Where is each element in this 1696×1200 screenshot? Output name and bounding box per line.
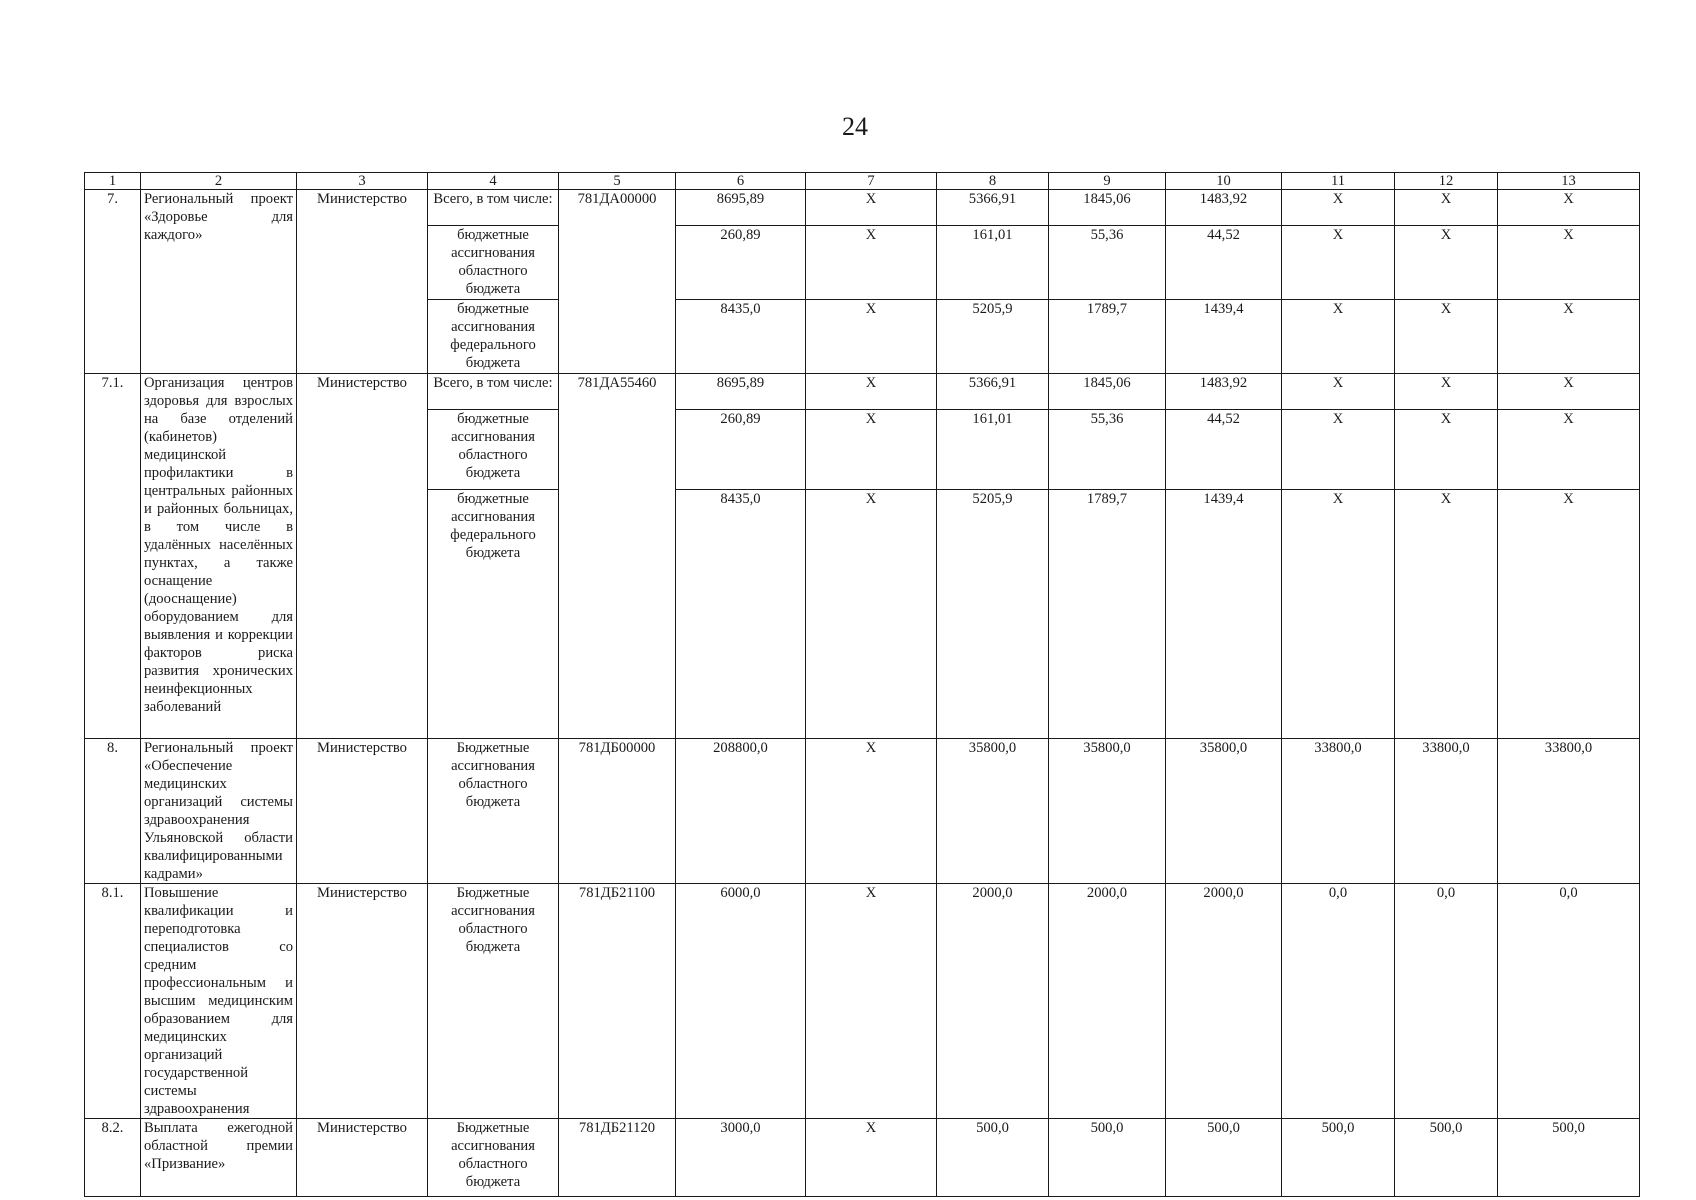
funding-source: бюджетные ассигнования федерального бюджета [428, 300, 559, 374]
amount-cell: 1845,06 [1049, 374, 1166, 410]
item-name: Выплата ежегодной областной премии «Призвание» [141, 1119, 297, 1197]
amount-cell: 1483,92 [1166, 190, 1282, 226]
column-header: 2 [141, 173, 297, 190]
amount-cell: X [806, 374, 937, 410]
amount-cell: 5205,9 [937, 300, 1049, 374]
amount-cell: X [1498, 300, 1640, 374]
amount-cell: 33800,0 [1395, 739, 1498, 884]
amount-cell: 3000,0 [676, 1119, 806, 1197]
amount-cell: 260,89 [676, 410, 806, 490]
funding-source: Бюджетные ассигнования областного бюджета [428, 739, 559, 884]
amount-cell: X [1282, 300, 1395, 374]
amount-cell: 1789,7 [1049, 490, 1166, 739]
amount-cell: X [1498, 410, 1640, 490]
column-header: 8 [937, 173, 1049, 190]
amount-cell: 208800,0 [676, 739, 806, 884]
funding-source: бюджетные ассигнования областного бюджета [428, 410, 559, 490]
amount-cell: 5205,9 [937, 490, 1049, 739]
amount-cell: 1439,4 [1166, 300, 1282, 374]
amount-cell: X [1282, 410, 1395, 490]
amount-cell: X [806, 1119, 937, 1197]
amount-cell: 33800,0 [1282, 739, 1395, 884]
amount-cell: 500,0 [1166, 1119, 1282, 1197]
amount-cell: 2000,0 [937, 884, 1049, 1119]
amount-cell: 0,0 [1498, 884, 1640, 1119]
page-number: 24 [842, 112, 868, 141]
table-row [85, 190, 1640, 226]
column-header: 7 [806, 173, 937, 190]
amount-cell: X [1395, 226, 1498, 300]
amount-cell: 35800,0 [1166, 739, 1282, 884]
amount-cell: 500,0 [1282, 1119, 1395, 1197]
amount-cell: X [1498, 374, 1640, 410]
budget-code: 781ДБ21100 [559, 884, 676, 1119]
amount-cell: 5366,91 [937, 374, 1049, 410]
amount-cell: X [806, 410, 937, 490]
amount-cell: X [1395, 490, 1498, 739]
amount-cell: X [806, 190, 937, 226]
responsible-org: Министерство [297, 374, 428, 739]
amount-cell: X [1395, 374, 1498, 410]
funding-source: Всего, в том числе: [428, 190, 559, 226]
table-row [85, 1119, 1640, 1197]
amount-cell: 55,36 [1049, 410, 1166, 490]
responsible-org: Министерство [297, 190, 428, 374]
budget-code: 781ДА00000 [559, 190, 676, 374]
amount-cell: X [1282, 226, 1395, 300]
amount-cell: 161,01 [937, 410, 1049, 490]
amount-cell: 1483,92 [1166, 374, 1282, 410]
amount-cell: 55,36 [1049, 226, 1166, 300]
column-header: 12 [1395, 173, 1498, 190]
amount-cell: X [806, 226, 937, 300]
amount-cell: 500,0 [1395, 1119, 1498, 1197]
amount-cell: 0,0 [1282, 884, 1395, 1119]
row-number: 8.1. [85, 884, 141, 1119]
funding-source: бюджетные ассигнования областного бюджета [428, 226, 559, 300]
table-row [85, 739, 1640, 884]
budget-code: 781ДА55460 [559, 374, 676, 739]
column-header: 1 [85, 173, 141, 190]
amount-cell: X [806, 739, 937, 884]
item-name: Региональный проект «Обеспечение медицинских организаций системы здравоохранения Ульяновской области квалифицированными кадрами» [141, 739, 297, 884]
amount-cell: 35800,0 [937, 739, 1049, 884]
funding-source: Бюджетные ассигнования областного бюджета [428, 884, 559, 1119]
amount-cell: 8695,89 [676, 190, 806, 226]
amount-cell: 44,52 [1166, 226, 1282, 300]
responsible-org: Министерство [297, 1119, 428, 1197]
amount-cell: 8435,0 [676, 490, 806, 739]
amount-cell: 260,89 [676, 226, 806, 300]
amount-cell: 8695,89 [676, 374, 806, 410]
column-number-row [85, 173, 1640, 190]
row-number: 7. [85, 190, 141, 374]
amount-cell: 33800,0 [1498, 739, 1640, 884]
funding-source: бюджетные ассигнования федерального бюджета [428, 490, 559, 739]
funding-source: Бюджетные ассигнования областного бюджета [428, 1119, 559, 1197]
amount-cell: X [1395, 300, 1498, 374]
budget-code: 781ДБ21120 [559, 1119, 676, 1197]
amount-cell: X [1395, 190, 1498, 226]
table-row [85, 374, 1640, 410]
row-number: 8. [85, 739, 141, 884]
column-header: 4 [428, 173, 559, 190]
amount-cell: 2000,0 [1049, 884, 1166, 1119]
row-number: 7.1. [85, 374, 141, 739]
column-header: 13 [1498, 173, 1640, 190]
amount-cell: X [1395, 410, 1498, 490]
amount-cell: 44,52 [1166, 410, 1282, 490]
amount-cell: X [806, 300, 937, 374]
amount-cell: 35800,0 [1049, 739, 1166, 884]
amount-cell: 161,01 [937, 226, 1049, 300]
amount-cell: X [806, 490, 937, 739]
funding-source: Всего, в том числе: [428, 374, 559, 410]
responsible-org: Министерство [297, 884, 428, 1119]
amount-cell: 1789,7 [1049, 300, 1166, 374]
amount-cell: 500,0 [1498, 1119, 1640, 1197]
amount-cell: X [806, 884, 937, 1119]
amount-cell: 1439,4 [1166, 490, 1282, 739]
column-header: 3 [297, 173, 428, 190]
amount-cell: X [1498, 226, 1640, 300]
column-header: 6 [676, 173, 806, 190]
amount-cell: 5366,91 [937, 190, 1049, 226]
item-name: Повышение квалификации и переподготовка специалистов со средним профессиональным и высшим медицинским образованием для медицинских организаций государственной системы здравоохранения [141, 884, 297, 1119]
amount-cell: X [1498, 190, 1640, 226]
amount-cell: 8435,0 [676, 300, 806, 374]
table-row [85, 884, 1640, 1119]
responsible-org: Министерство [297, 739, 428, 884]
amount-cell: X [1282, 490, 1395, 739]
amount-cell: 500,0 [1049, 1119, 1166, 1197]
amount-cell: 500,0 [937, 1119, 1049, 1197]
amount-cell: X [1282, 374, 1395, 410]
amount-cell: 0,0 [1395, 884, 1498, 1119]
amount-cell: 1845,06 [1049, 190, 1166, 226]
column-header: 11 [1282, 173, 1395, 190]
column-header: 10 [1166, 173, 1282, 190]
column-header: 5 [559, 173, 676, 190]
amount-cell: X [1498, 490, 1640, 739]
budget-code: 781ДБ00000 [559, 739, 676, 884]
amount-cell: 2000,0 [1166, 884, 1282, 1119]
budget-table [84, 172, 1640, 1197]
item-name: Региональный проект «Здоровье для каждого» [141, 190, 297, 374]
amount-cell: 6000,0 [676, 884, 806, 1119]
row-number: 8.2. [85, 1119, 141, 1197]
column-header: 9 [1049, 173, 1166, 190]
item-name: Организация центров здоровья для взрослых на базе отделений (кабинетов) медицинской профилактики в центральных районных и районных больницах, в том числе в удалённых населённых пунктах, а также оснащение (дооснащение) оборудованием для выявления и коррекции факторов риска развития хронических неинфекционных заболеваний [141, 374, 297, 739]
amount-cell: X [1282, 190, 1395, 226]
